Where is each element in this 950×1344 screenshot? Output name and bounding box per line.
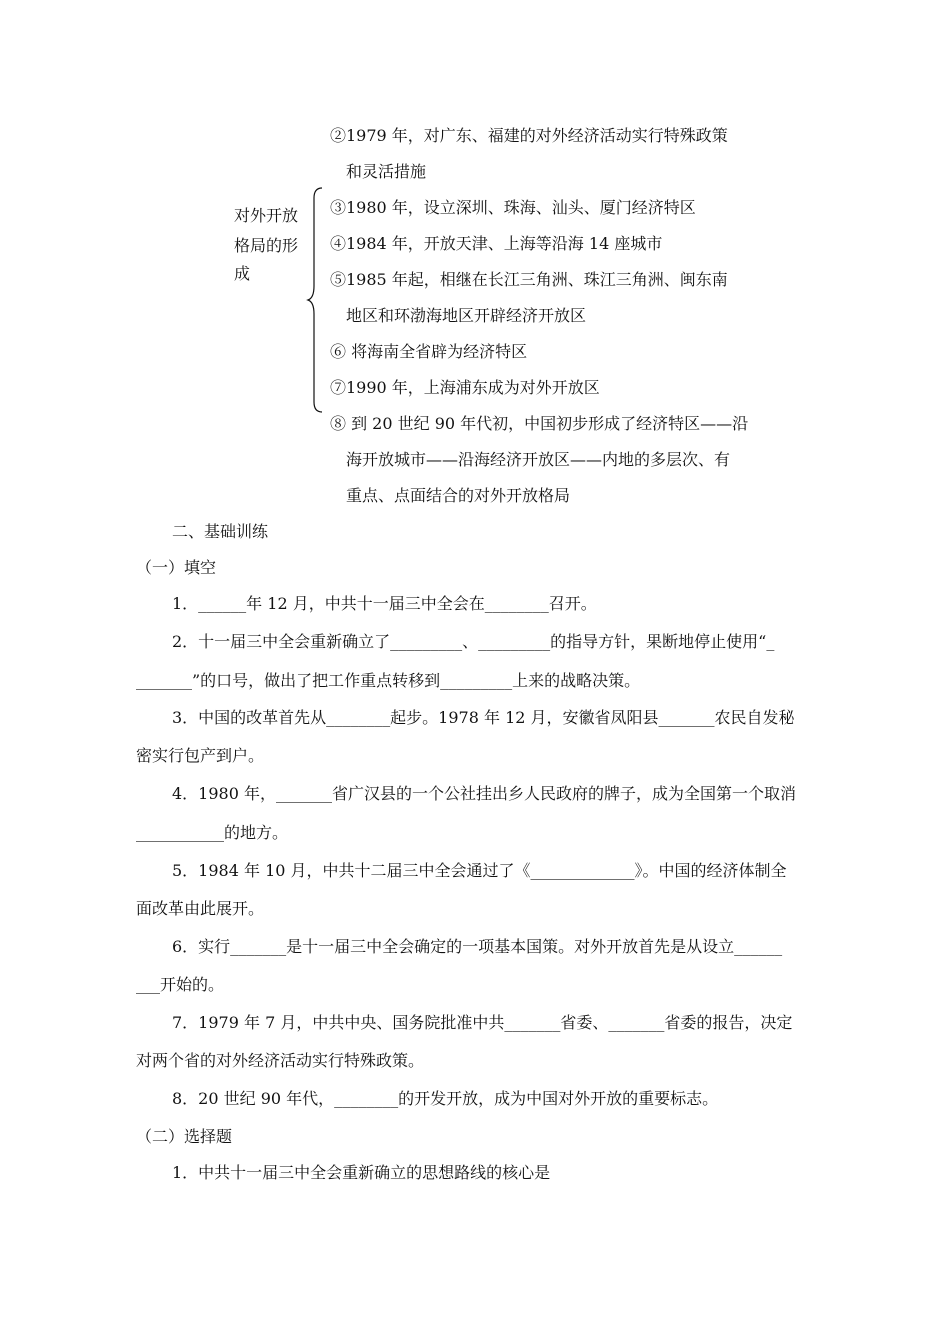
- question-line: 1．______年 12 月，中共十一届三中全会在________召开。: [172, 594, 597, 613]
- outline-label-line: 成: [234, 264, 251, 283]
- question-line: _______”的口号，做出了把工作重点转移到_________上来的战略决策。: [136, 671, 641, 690]
- question-line: 7．1979 年 7 月，中共中央、国务院批准中共_______省委、_______省委的报告，决定: [172, 1013, 793, 1032]
- question-line: 5．1984 年 10 月，中共十二届三中全会通过了《_____________》。中国的经济体制全: [172, 861, 787, 880]
- question-line: 对两个省的对外经济活动实行特殊政策。: [136, 1051, 425, 1070]
- question-line: 6．实行_______是十一届三中全会确定的一项基本国策。对外开放首先是从设立______: [172, 937, 783, 956]
- question-line: 1．中共十一届三中全会重新确立的思想路线的核心是: [172, 1163, 551, 1182]
- outline-item: 和灵活措施: [346, 162, 427, 181]
- outline-label-line: 对外开放: [234, 206, 299, 225]
- question-line: ___________的地方。: [136, 823, 289, 842]
- outline-item: ③1980 年，设立深圳、珠海、汕头、厦门经济特区: [330, 198, 696, 217]
- outline-item: 地区和环渤海地区开辟经济开放区: [346, 306, 587, 325]
- outline-item: ②1979 年，对广东、福建的对外经济活动实行特殊政策: [330, 126, 728, 145]
- outline-item: 海开放城市——沿海经济开放区——内地的多层次、有: [346, 450, 731, 469]
- outline-item: ⑥ 将海南全省辟为经济特区: [330, 342, 528, 361]
- question-line: 4．1980 年，_______省广汉县的一个公社挂出乡人民政府的牌子，成为全国第一个取消: [172, 784, 796, 803]
- question-line: 3．中国的改革首先从________起步。1978 年 12 月，安徽省凤阳县_______农民自发秘: [172, 708, 795, 727]
- question-line: 2．十一届三中全会重新确立了_________、_________的指导方针，果断地停止使用“_: [172, 632, 775, 651]
- outline-label-line: 格局的形: [234, 236, 299, 255]
- outline-item: ⑤1985 年起，相继在长江三角洲、珠江三角洲、闽东南: [330, 270, 728, 289]
- outline-item: 重点、点面结合的对外开放格局: [346, 486, 571, 505]
- outline-item: ④1984 年，开放天津、上海等沿海 14 座城市: [330, 234, 663, 253]
- question-line: 8．20 世纪 90 年代，________的开发开放，成为中国对外开放的重要标志。: [172, 1089, 719, 1108]
- choice-heading: （二）选择题: [136, 1127, 233, 1146]
- question-line: 密实行包产到户。: [136, 746, 265, 765]
- section-title: 二、基础训练: [172, 522, 269, 541]
- question-line: 面改革由此展开。: [136, 899, 265, 918]
- outline-item: ⑧ 到 20 世纪 90 年代初，中国初步形成了经济特区——沿: [330, 414, 749, 433]
- fill-heading: （一）填空: [136, 558, 217, 577]
- curly-brace: [306, 186, 324, 414]
- outline-item: ⑦1990 年，上海浦东成为对外开放区: [330, 378, 600, 397]
- question-line: ___开始的。: [136, 975, 225, 994]
